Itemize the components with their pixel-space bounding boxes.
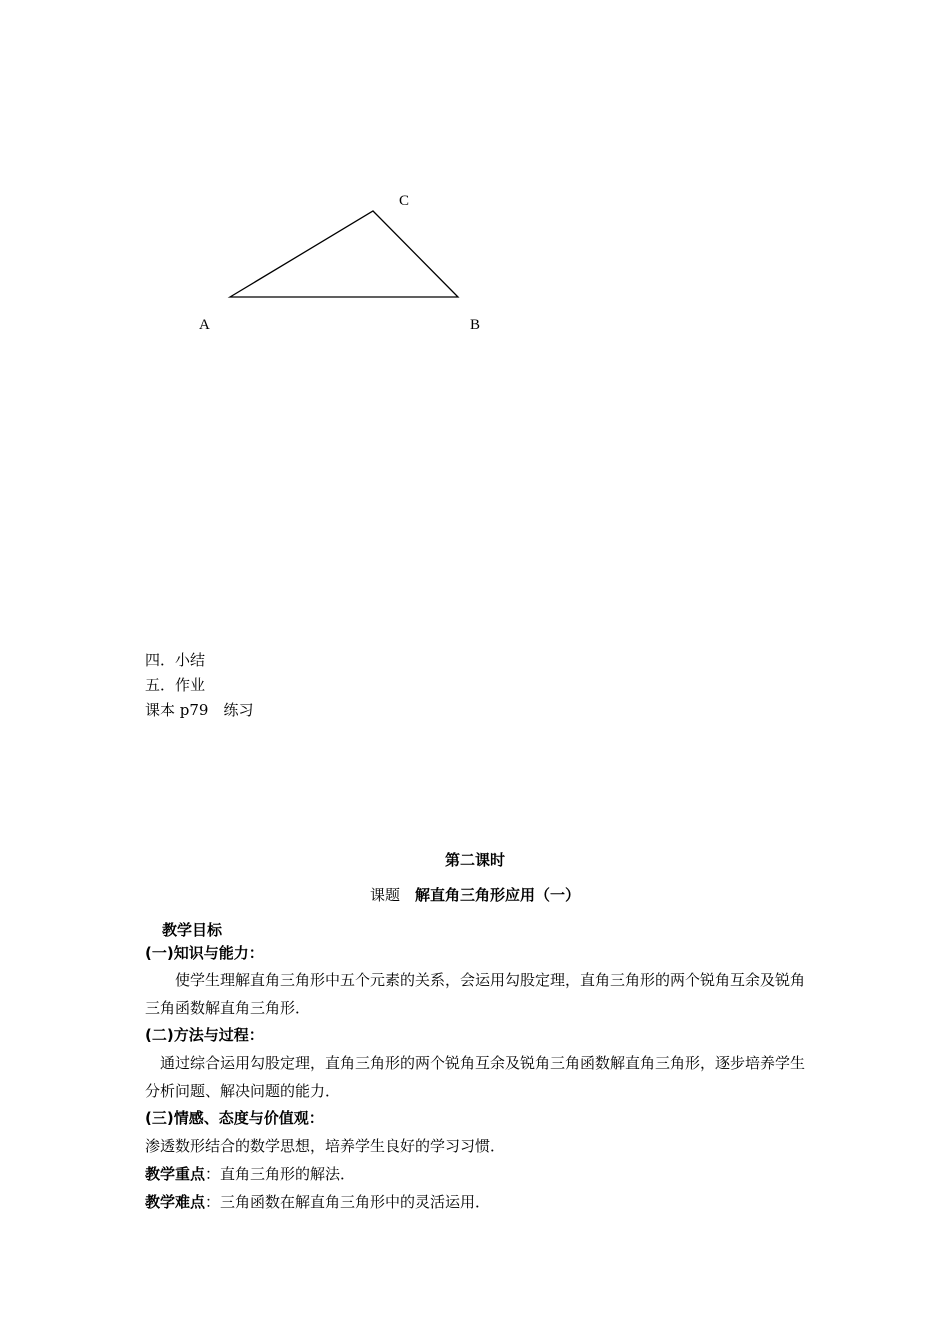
- difficulty-text: ：三角函数在解直角三角形中的灵活运用．: [205, 1193, 491, 1211]
- vertex-label-a: A: [199, 317, 210, 333]
- section-homework: 五．作业: [145, 676, 206, 694]
- difficulty-point: [145, 1192, 490, 1212]
- goal3-heading: (三)情感、态度与价值观：: [145, 1109, 324, 1127]
- topic-title: 解直角三角形应用（一）: [415, 886, 581, 904]
- difficulty-label: 教学难点: [145, 1193, 206, 1211]
- triangle-abc: [230, 211, 458, 297]
- key-point: [145, 1164, 355, 1184]
- goal1-heading: (一)知识与能力：: [145, 944, 264, 962]
- vertex-label-b: B: [470, 317, 481, 333]
- topic-line: [0, 885, 950, 905]
- goal1-text: 使学生理解直角三角形中五个元素的关系，会运用勾股定理，直角三角形的两个锐角互余及锐角三角函数解直角三角形．: [145, 971, 806, 1017]
- vertex-label-c: C: [399, 193, 410, 209]
- goal2-heading: (二)方法与过程：: [145, 1026, 264, 1044]
- goal3-text: 渗透数形结合的数学思想，培养学生良好的学习习惯．: [145, 1137, 506, 1155]
- goals-heading: 教学目标: [162, 921, 223, 939]
- topic-prefix: 课题: [369, 886, 415, 904]
- key-point-text: ：直角三角形的解法．: [205, 1165, 356, 1183]
- section-summary: 四．小结: [145, 651, 206, 669]
- triangle-figure: [0, 0, 950, 360]
- goal2-text: 通过综合运用勾股定理，直角三角形的两个锐角互余及锐角三角函数解直角三角形，逐步培养学生分析问题、解决问题的能力．: [145, 1054, 806, 1100]
- period-title: 第二课时: [444, 851, 505, 869]
- homework-text: 课本 p79 练习: [145, 701, 254, 719]
- key-point-label: 教学重点: [145, 1165, 206, 1183]
